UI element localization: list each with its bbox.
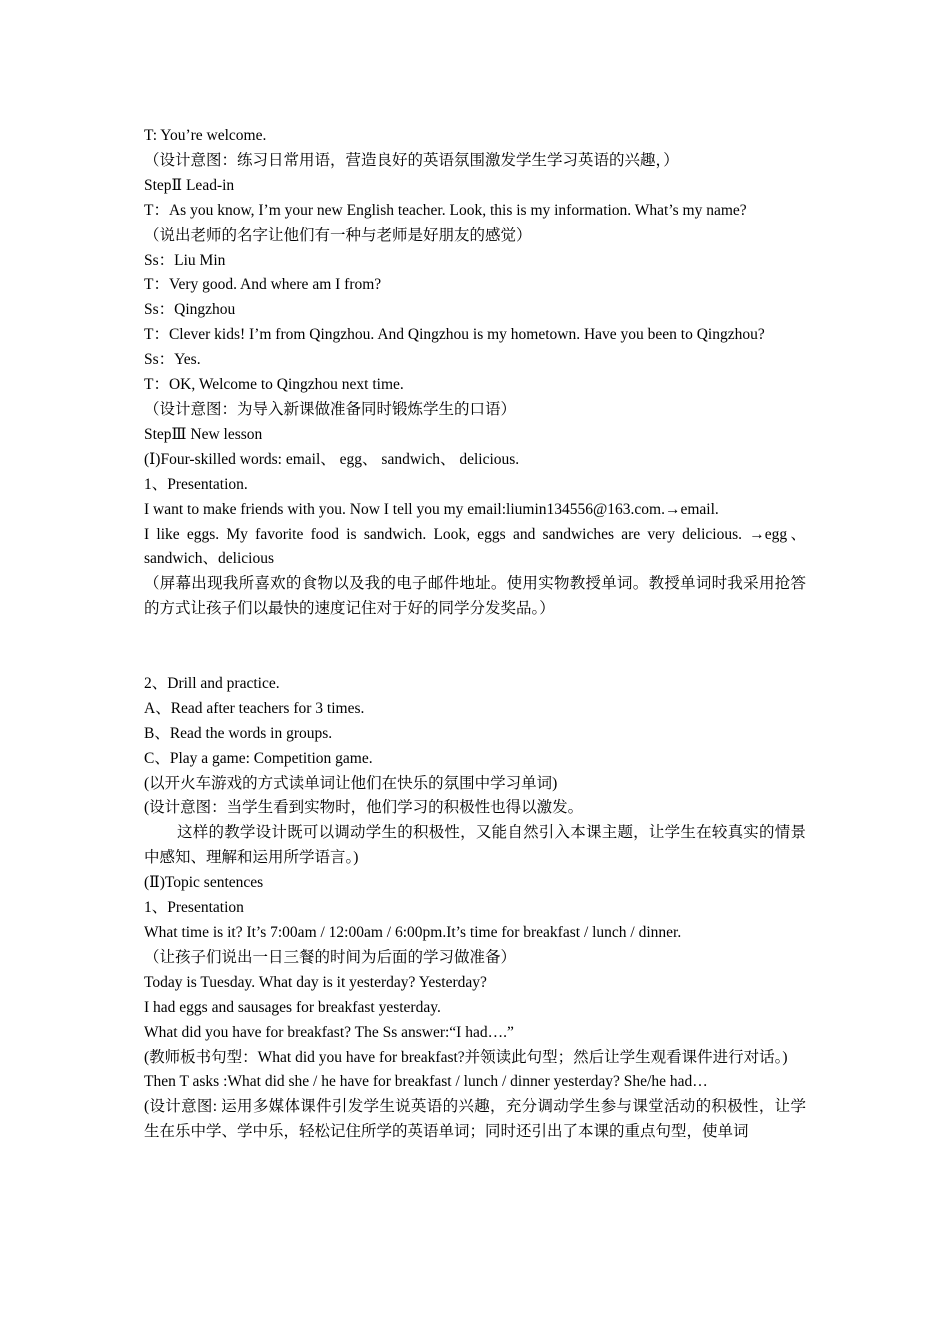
text-line: Today is Tuesday. What day is it yesterday? Yesterday?	[144, 973, 487, 991]
section-heading: (Ⅱ)Topic sentences	[144, 874, 264, 892]
dialogue-line: Ss：Qingzhou	[144, 301, 236, 319]
dialogue-line: T：Very good. And where am I from?	[144, 276, 382, 294]
design-note: （设计意图：练习日常用语，营造良好的英语氛围激发学生学习英语的兴趣，）	[144, 151, 679, 169]
section-heading: (Ⅰ)Four-skilled words: email、 egg、 sandwich、 delicious.	[144, 450, 520, 468]
design-note: (教师板书句型：What did you have for breakfast?并领读此句型；然后让学生观看课件进行对话。)	[144, 1048, 788, 1066]
design-note: (设计意图: 运用多媒体课件引发学生说英语的兴趣，充分调动学生参与课堂活动的积极性，让学生在乐中学、学中乐，轻松记住所学的英语单词；同时还引出了本课的重点句型，使单词	[144, 1098, 806, 1141]
design-note: （设计意图：为导入新课做准备同时锻炼学生的口语）	[144, 400, 517, 418]
step-heading: StepⅡ Lead-in	[144, 176, 235, 194]
design-note: 这样的教学设计既可以调动学生的积极性，又能自然引入本课主题，让学生在较真实的情景中感知、理解和运用所学语言。)	[144, 824, 806, 867]
subsection-heading: 1、Presentation	[144, 899, 244, 917]
document-body	[144, 124, 806, 1145]
subsection-heading: 1、Presentation.	[144, 475, 248, 493]
text-paragraph: I like eggs. My favorite food is sandwich. Look, eggs and sandwiches are very delicious. →egg、sandwich、delicious	[144, 525, 806, 568]
list-item: C、Play a game: Competition game.	[144, 749, 373, 767]
design-note: (设计意图：当学生看到实物时，他们学习的积极性也得以激发。	[144, 799, 584, 817]
list-item: B、Read the words in groups.	[144, 724, 333, 742]
list-item: A、Read after teachers for 3 times.	[144, 699, 365, 717]
text-line: What time is it? It’s 7:00am / 12:00am / 6:00pm.It’s time for breakfast / lunch / dinner.	[144, 923, 682, 941]
text-line: I want to make friends with you. Now I tell you my email:liumin134556@163.com.→email.	[144, 500, 719, 518]
text-line: Then T asks :What did she / he have for breakfast / lunch / dinner yesterday? She/he had…	[144, 1073, 708, 1091]
text-line: What did you have for breakfast? The Ss answer:“I had….”	[144, 1023, 514, 1041]
design-note: （说出老师的名字让他们有一种与老师是好朋友的感觉）	[144, 226, 532, 244]
design-note: (以开火车游戏的方式读单词让他们在快乐的氛围中学习单词)	[144, 774, 558, 792]
design-note: （让孩子们说出一日三餐的时间为后面的学习做准备）	[144, 948, 517, 966]
text-line: I had eggs and sausages for breakfast yesterday.	[144, 998, 441, 1016]
text-line: T: You’re welcome.	[144, 127, 267, 144]
dialogue-line: T：Clever kids! I’m from Qingzhou. And Qingzhou is my hometown. Have you been to Qingzhou?	[144, 326, 765, 344]
blank-space	[144, 622, 806, 672]
dialogue-line: Ss：Liu Min	[144, 251, 226, 269]
subsection-heading: 2、Drill and practice.	[144, 674, 280, 692]
dialogue-line: T：OK, Welcome to Qingzhou next time.	[144, 376, 404, 394]
dialogue-line: T：As you know, I’m your new English teacher. Look, this is my information. What’s my name?	[144, 201, 747, 219]
step-heading: StepⅢ New lesson	[144, 425, 263, 443]
design-note: （屏幕出现我所喜欢的食物以及我的电子邮件地址。使用实物教授单词。教授单词时我采用抢答的方式让孩子们以最快的速度记住对于好的同学分发奖品。）	[144, 575, 806, 618]
dialogue-line: Ss：Yes.	[144, 351, 201, 369]
